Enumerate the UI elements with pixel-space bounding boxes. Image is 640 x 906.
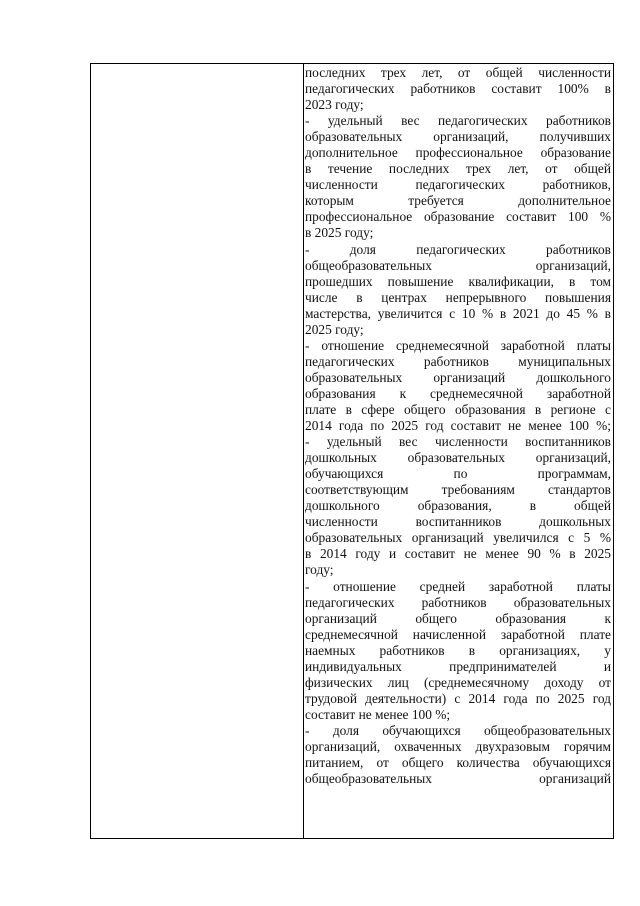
text-line: среднемесячной начисленной заработной плате	[305, 626, 611, 642]
text-line: составит не менее 100 %;	[305, 706, 451, 722]
text-line: 2014 года по 2025 год составит не менее 100 %;	[305, 418, 611, 434]
text-line: - удельный вес педагогических работников	[305, 113, 611, 129]
text-line: физических лиц (среднемесячному доходу от	[305, 674, 611, 690]
text-line: 2023 году;	[305, 97, 364, 113]
text-line: образования к среднемесячной заработной	[305, 385, 611, 401]
text-line: дошкольного образования, в общей	[305, 498, 611, 514]
text-line: - отношение среднемесячной заработной платы	[305, 337, 611, 353]
table-cell-right	[305, 65, 611, 837]
text-line: образовательных организаций, получивших	[305, 129, 611, 145]
text-line: организаций, охваченных двухразовым горячим	[305, 738, 611, 754]
text-line: профессиональное образование составит 100 %	[305, 209, 611, 225]
text-line: которым требуется дополнительное	[305, 193, 611, 209]
text-line: индивидуальных предпринимателей и	[305, 658, 611, 674]
text-line: трудовой деятельности) с 2014 года по 2025 год	[305, 690, 611, 706]
text-line: соответствующим требованиям стандартов	[305, 482, 611, 498]
text-line: организаций общего образования к	[305, 610, 611, 626]
text-line: образовательных организаций дошкольного	[305, 369, 611, 385]
text-line: - доля обучающихся общеобразовательных	[305, 722, 611, 738]
text-line: численности педагогических работников,	[305, 177, 611, 193]
text-line: последних трех лет, от общей численности	[305, 65, 611, 80]
table-cell-left	[91, 64, 303, 838]
text-line: дошкольных образовательных организаций,	[305, 450, 611, 466]
text-line: дополнительное профессиональное образование	[305, 145, 611, 161]
text-line: - доля педагогических работников	[305, 241, 611, 257]
text-line: - отношение средней заработной платы	[305, 578, 611, 594]
text-line: мастерства, увеличится с 10 % в 2021 до 45 % в	[305, 305, 611, 321]
text-line: общеобразовательных организаций,	[305, 257, 611, 273]
text-line: педагогических работников образовательных	[305, 594, 611, 610]
text-line: наемных работников в организациях, у	[305, 642, 611, 658]
text-line: педагогических работников составит 100% в	[305, 81, 611, 97]
text-line: прошедших повышение квалификации, в том	[305, 273, 611, 289]
text-line: плате в сфере общего образования в регионе с	[305, 401, 611, 417]
text-line: году;	[305, 562, 334, 578]
text-line: питанием, от общего количества обучающихся	[305, 755, 611, 771]
text-line: в течение последних трех лет, от общей	[305, 161, 611, 177]
text-line: педагогических работников муниципальных	[305, 353, 611, 369]
text-line: числе в центрах непрерывного повышения	[305, 289, 611, 305]
text-line: в 2014 году и составит не менее 90 % в 2025	[305, 546, 611, 562]
document-table	[90, 63, 614, 839]
text-line: общеобразовательных организаций	[305, 771, 611, 787]
text-line: в 2025 году;	[305, 225, 374, 241]
text-line: образовательных организаций увеличился с 5 %	[305, 530, 611, 546]
column-divider	[303, 64, 304, 838]
text-line: обучающихся по программам,	[305, 466, 611, 482]
text-line: - удельный вес численности воспитанников	[305, 434, 611, 450]
text-line: численности воспитанников дошкольных	[305, 514, 611, 530]
text-line: 2025 году;	[305, 321, 364, 337]
